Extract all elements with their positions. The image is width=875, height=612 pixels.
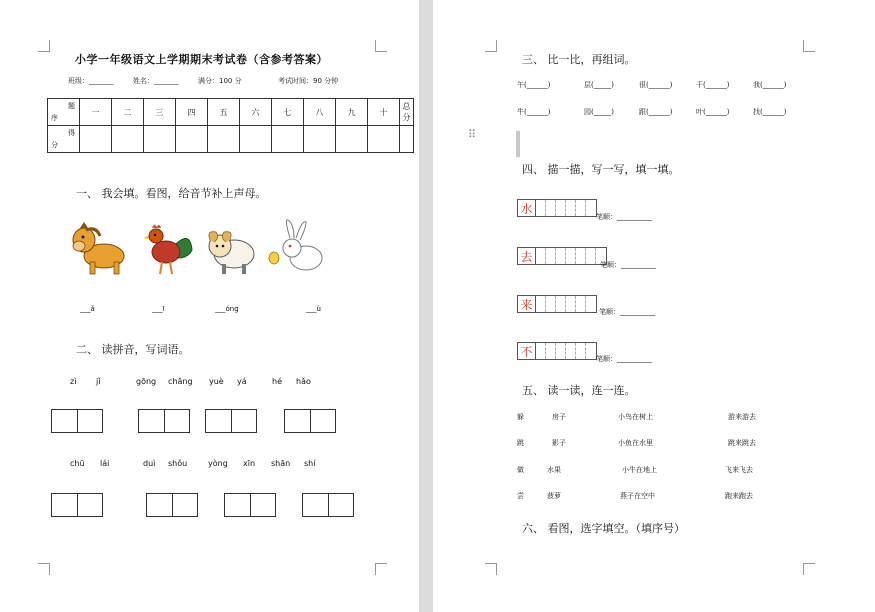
horse-icon bbox=[70, 222, 128, 278]
section3-heading: 三、 比一比，再组词。 bbox=[522, 53, 636, 66]
rabbit-icon bbox=[264, 218, 326, 276]
writing-grid[interactable] bbox=[302, 493, 354, 517]
score-row-bottom-label: 分 bbox=[51, 141, 58, 149]
compare-item: 很(______) bbox=[639, 81, 673, 89]
col-header: 八 bbox=[304, 99, 336, 126]
col-header: 七 bbox=[272, 99, 304, 126]
match-item: 游来游去 bbox=[728, 413, 756, 421]
col-header: 六 bbox=[240, 99, 272, 126]
writing-grid[interactable] bbox=[138, 409, 190, 433]
score-table-score-row bbox=[48, 126, 414, 153]
match-item: 飞来飞去 bbox=[725, 466, 753, 474]
pinyin: hé bbox=[272, 377, 282, 386]
compare-item: 我(______) bbox=[753, 81, 787, 89]
score-cell[interactable] bbox=[368, 126, 400, 153]
score-cell[interactable] bbox=[240, 126, 272, 153]
trace-char: 来 bbox=[518, 296, 536, 312]
full-score: 满分：100 分 bbox=[198, 77, 242, 85]
writing-grid[interactable] bbox=[224, 493, 276, 517]
rooster-icon bbox=[142, 218, 194, 278]
margin-corner-tr bbox=[803, 40, 815, 52]
margin-corner-bl bbox=[485, 563, 497, 575]
compare-item: 午(______) bbox=[517, 81, 551, 89]
pinyin: shí bbox=[304, 459, 316, 468]
pinyin: shǒu bbox=[168, 459, 188, 468]
class-field: 班级：_______ bbox=[68, 77, 114, 85]
col-header: 十 bbox=[368, 99, 400, 126]
document-page-right[interactable] bbox=[433, 0, 875, 612]
trace-char: 不 bbox=[518, 343, 536, 359]
col-header: 三 bbox=[144, 99, 176, 126]
score-cell[interactable] bbox=[176, 126, 208, 153]
section5-heading: 五、 读一读，连一连。 bbox=[522, 384, 636, 397]
margin-corner-bl bbox=[38, 563, 50, 575]
compare-item: 叶(______) bbox=[696, 108, 730, 116]
writing-grid[interactable] bbox=[146, 493, 198, 517]
score-cell[interactable] bbox=[336, 126, 368, 153]
trace-char: 去 bbox=[518, 248, 536, 264]
match-item: 做 bbox=[517, 466, 524, 474]
col-header: 四 bbox=[176, 99, 208, 126]
stroke-order-label: 笔顺：__________ bbox=[600, 261, 656, 269]
col-header: 二 bbox=[112, 99, 144, 126]
pinyin: yòng bbox=[208, 459, 228, 468]
page-bar-marker bbox=[516, 131, 520, 157]
writing-grid[interactable] bbox=[284, 409, 336, 433]
document-page-left[interactable] bbox=[0, 0, 419, 612]
writing-grid[interactable] bbox=[51, 409, 103, 433]
match-item: 菠萝 bbox=[547, 492, 561, 500]
header-top-label: 题 bbox=[68, 102, 75, 110]
score-cell[interactable] bbox=[208, 126, 240, 153]
header-bottom-label: 序 bbox=[51, 114, 58, 122]
section1-heading: 一、 我会填。看图，给音节补上声母。 bbox=[76, 187, 267, 200]
compare-item: 层(_____) bbox=[584, 81, 614, 89]
match-item: 燕子在空中 bbox=[620, 492, 655, 500]
section4-heading: 四、 描一描，写一写，填一填。 bbox=[522, 163, 680, 176]
exam-time: 考试时间：90 分钟 bbox=[278, 77, 339, 85]
score-cell[interactable] bbox=[304, 126, 336, 153]
tianzige-row[interactable] bbox=[517, 199, 597, 217]
compare-item: 跟(______) bbox=[639, 108, 673, 116]
writing-grid[interactable] bbox=[51, 493, 103, 517]
sheep-icon bbox=[202, 226, 260, 278]
pinyin: chū bbox=[70, 459, 85, 468]
writing-grid[interactable] bbox=[205, 409, 257, 433]
section6-heading: 六、 看图，选字填空。（填序号） bbox=[522, 522, 685, 535]
answer-blank: ___ī bbox=[152, 305, 165, 313]
section2-heading: 二、 读拼音，写词语。 bbox=[76, 343, 190, 356]
score-header-cell bbox=[48, 99, 80, 126]
tianzige-row[interactable] bbox=[517, 342, 597, 360]
score-cell[interactable] bbox=[80, 126, 112, 153]
col-header: 五 bbox=[208, 99, 240, 126]
match-item: 跳 bbox=[517, 439, 524, 447]
tianzige-row[interactable] bbox=[517, 247, 607, 265]
name-field: 姓名：_______ bbox=[133, 77, 179, 85]
score-cell-total[interactable] bbox=[400, 126, 414, 153]
score-cell[interactable] bbox=[272, 126, 304, 153]
pinyin: yá bbox=[237, 377, 247, 386]
pinyin: chǎng bbox=[168, 377, 193, 386]
answer-blank: ___ǎ bbox=[80, 305, 95, 313]
margin-corner-tr bbox=[375, 40, 387, 52]
trace-char: 水 bbox=[518, 200, 536, 216]
pinyin: shān bbox=[271, 459, 291, 468]
tianzige-row[interactable] bbox=[517, 295, 597, 313]
compare-item: 千(______) bbox=[696, 81, 730, 89]
margin-corner-tl bbox=[485, 40, 497, 52]
match-item: 小鸟在树上 bbox=[618, 413, 653, 421]
match-item: 房子 bbox=[552, 413, 566, 421]
pinyin: lái bbox=[100, 459, 110, 468]
pinyin: duì bbox=[143, 459, 156, 468]
pinyin: xīn bbox=[243, 459, 256, 468]
stroke-order-label: 笔顺：__________ bbox=[596, 213, 652, 221]
margin-corner-tl bbox=[38, 40, 50, 52]
compare-item: 园(_____) bbox=[584, 108, 614, 116]
match-item: 水果 bbox=[547, 466, 561, 474]
match-item: 跳来跳去 bbox=[728, 439, 756, 447]
page-gap bbox=[419, 0, 433, 612]
pinyin: jǐ bbox=[96, 377, 101, 386]
margin-corner-br bbox=[803, 563, 815, 575]
stroke-order-label: 笔顺：__________ bbox=[599, 308, 655, 316]
score-row-top-label: 得 bbox=[68, 129, 75, 137]
col-header: 一 bbox=[80, 99, 112, 126]
score-table-header-row bbox=[48, 99, 414, 126]
score-cell[interactable] bbox=[112, 126, 144, 153]
pinyin: gōng bbox=[136, 377, 157, 386]
score-table bbox=[47, 98, 414, 153]
exam-title: 小学一年级语文上学期期末考试卷（含参考答案） bbox=[75, 53, 328, 66]
match-item: 影子 bbox=[552, 439, 566, 447]
match-item: 小牛在地上 bbox=[622, 466, 657, 474]
match-item: 小鱼在水里 bbox=[618, 439, 653, 447]
pinyin: yuè bbox=[209, 377, 224, 386]
pinyin: hǎo bbox=[296, 377, 311, 386]
score-row-header-cell bbox=[48, 126, 80, 153]
compare-item: 牛(______) bbox=[517, 108, 551, 116]
answer-blank: ___óng bbox=[215, 305, 239, 313]
col-header-total: 总分 bbox=[400, 99, 414, 126]
stroke-order-label: 笔顺：__________ bbox=[596, 355, 652, 363]
margin-corner-br bbox=[375, 563, 387, 575]
drag-handle-icon[interactable]: ⠿ bbox=[468, 128, 477, 141]
score-cell[interactable] bbox=[144, 126, 176, 153]
match-item: 躲 bbox=[517, 413, 524, 421]
match-item: 尝 bbox=[517, 492, 524, 500]
compare-item: 找(______) bbox=[753, 108, 787, 116]
pinyin: zì bbox=[70, 377, 77, 386]
match-item: 跑来跑去 bbox=[725, 492, 753, 500]
answer-blank: ___ù bbox=[306, 305, 321, 313]
col-header: 九 bbox=[336, 99, 368, 126]
